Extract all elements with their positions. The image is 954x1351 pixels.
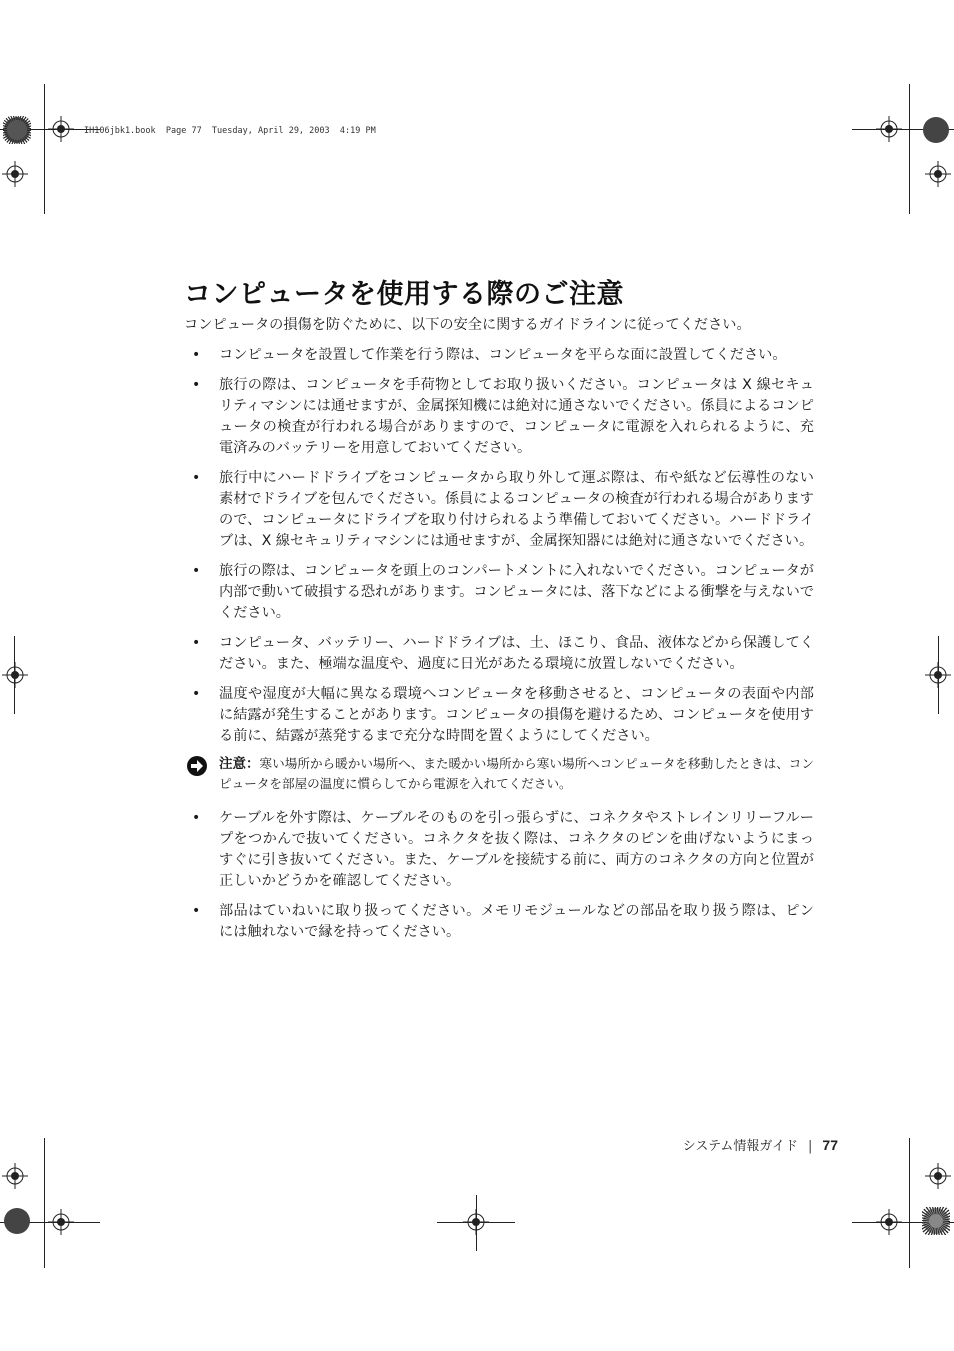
notice-box — [184, 754, 814, 793]
star-target-icon — [922, 1207, 950, 1235]
list-item — [184, 901, 814, 943]
bullet: • — [192, 377, 201, 393]
registration-mark-icon — [463, 1209, 489, 1235]
guideline-list — [184, 345, 814, 952]
page-number: 77 — [822, 1137, 838, 1153]
registration-mark-icon — [2, 1163, 28, 1189]
list-item — [184, 468, 814, 552]
intro-paragraph: コンピュータの損傷を防ぐために、以下の安全に関するガイドラインに従ってください。 — [184, 317, 751, 333]
list-item — [184, 375, 814, 459]
registration-mark-icon — [2, 662, 28, 688]
list-item-text: 温度や湿度が大幅に異なる環境へコンピュータを移動させると、コンピュータの表面や内部に結露が発生することがあります。コンピュータの損傷を避けるため、コンピュータを使用する前に、結露が蒸発するまで充分な時間を置くようにしてください。 — [219, 686, 814, 744]
list-item — [184, 561, 814, 624]
page-title: コンピュータを使用する際のご注意 — [184, 279, 624, 310]
registration-mark-icon — [876, 1209, 902, 1235]
list-item — [184, 684, 814, 747]
registration-mark-icon — [925, 161, 951, 187]
page-footer — [683, 1135, 838, 1154]
list-item-text: 部品はていねいに取り扱ってください。メモリモジュールなどの部品を取り扱う際は、ピンには触れないで縁を持ってください。 — [219, 903, 814, 940]
notice-text: 寒い場所から暖かい場所へ、また暖かい場所から寒い場所へコンピュータを移動したときは、コンピュータを部屋の温度に慣らしてから電源を入れてください。 — [219, 756, 815, 791]
star-target-icon — [3, 1207, 31, 1235]
registration-mark-icon — [2, 161, 28, 187]
star-target-icon — [922, 116, 950, 144]
list-item — [184, 345, 814, 366]
list-item-text: 旅行中にハードドライブをコンピュータから取り外して運ぶ際は、布や紙など伝導性のない素材でドライブを包んでください。係員によるコンピュータの検査が行われる場合がありますので、コンピュータにドライブを取り付けられるよう準備しておいてください。ハードドライブは、X 線セキュリティマシンには通せますが、金属探知器には絶対に通さないでください。 — [219, 470, 814, 549]
footer-separator: | — [808, 1139, 813, 1154]
bullet: • — [192, 347, 201, 363]
list-item — [184, 808, 814, 892]
registration-mark-icon — [48, 116, 74, 142]
bullet: • — [192, 635, 201, 651]
notice-label: 注意： — [219, 756, 260, 772]
list-item-text: 旅行の際は、コンピュータを手荷物としてお取り扱いください。コンピュータは X 線セキュリティマシンには通せますが、金属探知機には絶対に通さないでください。係員によるコンピュータの検査が行われる場合がありますので、コンピュータに電源を入れられるように、充電済みのバッテリーを用意しておいてください。 — [219, 377, 814, 456]
notice-arrow-icon — [186, 755, 208, 777]
print-header: IH106jbk1.book Page 77 Tuesday, April 29, 2003 4:19 PM — [84, 126, 376, 136]
list-item — [184, 633, 814, 675]
registration-mark-icon — [925, 1163, 951, 1189]
bullet: • — [192, 903, 201, 919]
list-item-text: コンピュータ、バッテリー、ハードドライブは、土、ほこり、食品、液体などから保護してください。また、極端な温度や、過度に日光があたる環境に放置しないでください。 — [219, 635, 814, 672]
bullet: • — [192, 686, 201, 702]
registration-mark-icon — [876, 116, 902, 142]
bullet: • — [192, 470, 201, 486]
footer-section-title: システム情報ガイド — [682, 1139, 799, 1154]
bullet: • — [192, 563, 201, 579]
list-item-text: コンピュータを設置して作業を行う際は、コンピュータを平らな面に設置してください。 — [219, 347, 787, 363]
star-target-icon — [3, 116, 31, 144]
list-item-text: ケーブルを外す際は、ケーブルそのものを引っ張らずに、コネクタやストレインリリーフループをつかんで抜いてください。コネクタを抜く際は、コネクタのピンを曲げないようにまっすぐに引き抜いてください。また、ケーブルを接続する前に、両方のコネクタの方向と位置が正しいかどうかを確認してください。 — [219, 810, 814, 889]
bullet: • — [192, 810, 201, 826]
list-item-text: 旅行の際は、コンピュータを頭上のコンパートメントに入れないでください。コンピュータが内部で動いて破損する恐れがあります。コンピュータには、落下などによる衝撃を与えないでください。 — [219, 563, 814, 621]
registration-mark-icon — [48, 1209, 74, 1235]
